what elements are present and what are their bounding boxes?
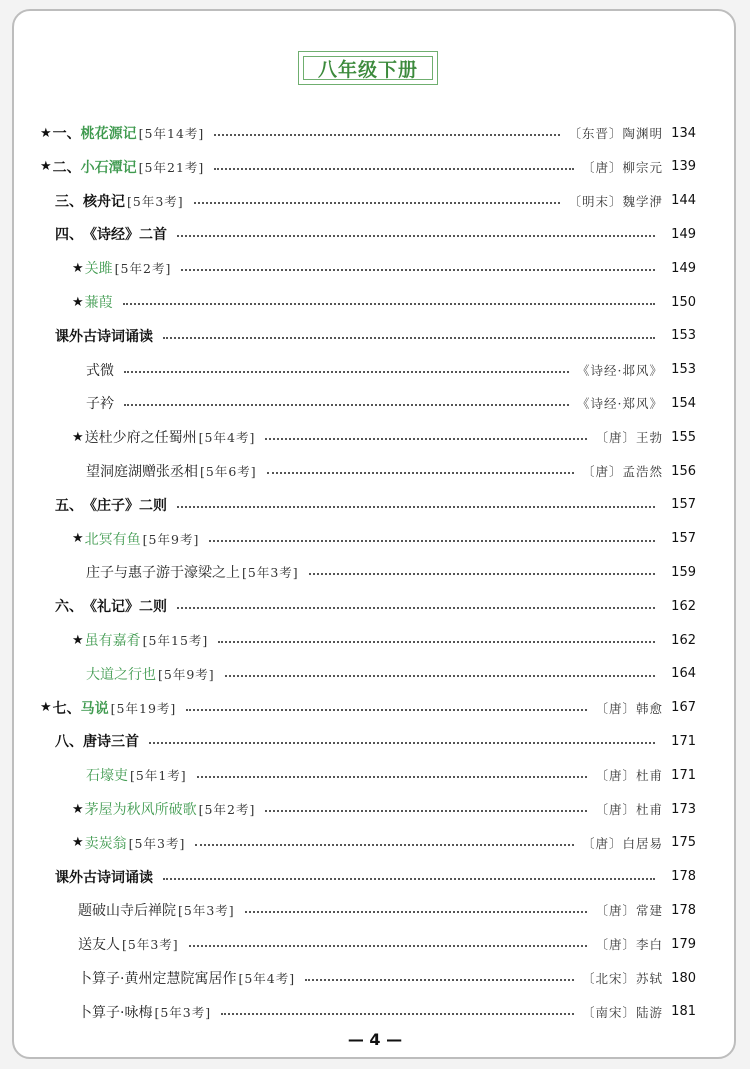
toc-entry[interactable] [0, 251, 750, 285]
toc-entry-title: 送杜少府之任蜀州 [84, 430, 197, 447]
toc-entry[interactable] [0, 724, 750, 758]
toc-entry-title: 望洞庭湖赠张丞相 [86, 464, 198, 480]
dot-leader [177, 235, 655, 237]
star-icon: ★ [40, 700, 52, 716]
dot-leader [163, 337, 655, 339]
toc-entry-author: 〔唐〕常建 [595, 903, 663, 919]
toc-entry[interactable] [0, 623, 750, 657]
toc-entry-heading [0, 900, 235, 920]
dot-leader [186, 709, 587, 711]
toc-entry-number: 五、 [55, 497, 83, 514]
toc-entry[interactable] [0, 420, 750, 454]
toc-entry-heading [0, 224, 167, 244]
toc-entry-page-number: 144 [671, 193, 696, 209]
toc-entry-page-number: 178 [671, 869, 696, 885]
dot-leader [225, 675, 655, 677]
toc-entry-heading [0, 191, 184, 211]
exam-frequency-label: [5年3考] [128, 835, 186, 851]
toc-entry-page-number: 157 [671, 497, 696, 513]
dot-leader [265, 438, 587, 440]
toc-entry-author: 〔唐〕孟浩然 [581, 464, 663, 479]
toc-entry[interactable] [0, 353, 750, 387]
dot-leader [189, 945, 588, 947]
star-icon: ★ [40, 125, 52, 141]
toc-entry-heading [0, 664, 215, 684]
toc-entry-title: 卜算子·黄州定慧院寓居作 [78, 971, 237, 987]
dot-leader [124, 371, 569, 373]
toc-entry[interactable] [0, 927, 750, 961]
toc-entry-heading [0, 867, 153, 887]
toc-entry-page-number: 134 [671, 125, 696, 141]
toc-entry-author: 〔东晋〕陶渊明 [568, 126, 663, 141]
toc-entry-page-number: 171 [671, 733, 696, 749]
exam-frequency-label: [5年14考] [138, 126, 205, 141]
exam-frequency-label: [5年21考] [138, 159, 205, 175]
toc-entry-heading [0, 833, 185, 853]
exam-frequency-label: [5年3考] [122, 937, 179, 953]
toc-entry[interactable] [0, 116, 750, 150]
toc-entry-title: 大道之行也 [86, 666, 156, 683]
toc-entry-heading [0, 326, 153, 346]
toc-entry-page-number: 155 [671, 429, 696, 445]
dot-leader [163, 878, 655, 880]
toc-entry-heading [0, 596, 167, 616]
exam-frequency-label: [5年15考] [142, 633, 209, 648]
toc-entry-author: 〔唐〕李白 [595, 937, 663, 953]
dot-leader [123, 303, 655, 305]
toc-entry-author: 〔唐〕王勃 [595, 430, 663, 446]
toc-entry-title: 关雎 [84, 261, 113, 278]
toc-entry-heading [0, 157, 204, 177]
toc-entry-page-number: 162 [671, 598, 696, 614]
dot-leader [309, 573, 655, 575]
toc-entry-page-number: 156 [671, 463, 696, 479]
toc-entry-author: 《诗经·郑风》 [577, 396, 663, 412]
section-title-box [298, 51, 438, 85]
exam-frequency-label: [5年9考] [158, 666, 215, 682]
toc-entry[interactable] [0, 758, 750, 792]
toc-entry-title: 核舟记 [83, 193, 125, 210]
dot-leader [149, 742, 655, 744]
toc-entry-number: 七、 [52, 700, 81, 717]
dot-leader [218, 641, 655, 643]
toc-entry-page-number: 149 [671, 226, 696, 242]
dot-leader [197, 776, 588, 778]
dot-leader [214, 168, 574, 170]
toc-entry[interactable] [0, 995, 750, 1029]
dot-leader [265, 810, 587, 812]
toc-entry-title: 马说 [80, 700, 109, 717]
toc-entry-heading [0, 765, 187, 785]
dot-leader [221, 1013, 574, 1015]
toc-entry-title: 课外古诗词诵读 [55, 869, 153, 886]
toc-entry-heading [0, 258, 171, 278]
toc-entry-author: 〔唐〕杜甫 [595, 802, 663, 817]
toc-entry-number: 一、 [52, 126, 81, 142]
exam-frequency-label: [5年4考] [198, 430, 256, 446]
toc-entry-page-number: 139 [671, 159, 696, 175]
toc-entry-title: 石壕吏 [86, 768, 128, 785]
toc-entry-heading [0, 731, 139, 751]
toc-entry-page-number: 153 [671, 362, 696, 378]
toc-entry[interactable] [0, 589, 750, 623]
exam-frequency-label: [5年1考] [130, 768, 187, 784]
toc-entry-number: 二、 [52, 159, 81, 176]
star-icon: ★ [72, 801, 84, 817]
toc-entry[interactable] [0, 522, 750, 556]
star-icon: ★ [72, 531, 84, 547]
toc-entry-author: 《诗经·邶风》 [577, 362, 663, 378]
toc-entry[interactable] [0, 657, 750, 691]
toc-entry-title: 课外古诗词诵读 [55, 328, 153, 345]
toc-entry-heading [0, 495, 167, 515]
toc-entry-page-number: 153 [671, 328, 696, 344]
toc-entry-title: 送友人 [78, 937, 120, 954]
toc-entry-heading [0, 393, 114, 413]
toc-entry-author: 〔唐〕柳宗元 [581, 159, 663, 175]
toc-entry-number: 三、 [55, 193, 83, 210]
page-number-footer: — 4 — [347, 1030, 403, 1049]
dot-leader [214, 134, 560, 136]
toc-entry-author: 〔唐〕杜甫 [595, 768, 663, 784]
toc-entry-number: 四、 [55, 227, 83, 244]
toc-entry-page-number: 159 [671, 564, 696, 580]
dot-leader [195, 844, 574, 846]
toc-entry-title: 小石潭记 [80, 159, 137, 176]
star-icon: ★ [72, 835, 84, 851]
toc-entry-heading [0, 292, 113, 312]
exam-frequency-label: [5年3考] [242, 565, 299, 581]
exam-frequency-label: [5年2考] [198, 802, 256, 817]
toc-entry[interactable] [0, 555, 750, 589]
exam-frequency-label: [5年9考] [142, 531, 200, 547]
toc-entry-heading [0, 562, 299, 582]
toc-entry-title: 庄子与惠子游于濠梁之上 [86, 565, 240, 582]
toc-entry-heading [0, 799, 255, 819]
toc-entry-page-number: 173 [671, 801, 696, 817]
toc-entry-heading [0, 529, 199, 549]
exam-frequency-label: [5年3考] [178, 903, 235, 919]
toc-entry-title: 卜算子·咏梅 [78, 1004, 153, 1021]
toc-entry-page-number: 162 [671, 632, 696, 648]
toc-entry-page-number: 150 [671, 294, 696, 310]
toc-entry[interactable] [0, 184, 750, 218]
toc-entry-heading [0, 123, 204, 143]
dot-leader [245, 911, 588, 913]
toc-entry-page-number: 175 [671, 835, 696, 851]
toc-entry-heading [0, 934, 179, 954]
toc-entry-title: 茅屋为秋风所破歌 [84, 802, 197, 818]
toc-entry-author: 〔唐〕白居易 [581, 835, 663, 851]
toc-entry[interactable] [0, 150, 750, 184]
toc-entry[interactable] [0, 792, 750, 826]
toc-entry-title: 《庄子》二则 [83, 497, 167, 514]
toc-entry-heading [0, 360, 114, 380]
dot-leader [124, 404, 569, 406]
toc-entry-page-number: 157 [671, 531, 696, 547]
toc-entry-number: 八、 [55, 734, 83, 751]
toc-entry[interactable] [0, 454, 750, 488]
toc-entry-author: 〔唐〕韩愈 [595, 700, 663, 716]
star-icon: ★ [72, 429, 84, 445]
toc-entry-title: 唐诗三首 [83, 734, 139, 751]
toc-entry-heading [0, 461, 257, 481]
toc-entry[interactable] [0, 826, 750, 860]
toc-entry-heading [0, 968, 295, 988]
toc-entry[interactable] [0, 893, 750, 927]
toc-entry-page-number: 149 [671, 260, 696, 276]
dot-leader [209, 540, 655, 542]
toc-entry[interactable] [0, 691, 750, 725]
exam-frequency-label: [5年4考] [238, 971, 296, 986]
dot-leader [177, 607, 655, 609]
toc-entry-page-number: 164 [671, 666, 696, 682]
toc-entry-page-number: 180 [671, 970, 696, 986]
toc-entry[interactable] [0, 488, 750, 522]
toc-entry-page-number: 178 [671, 902, 696, 918]
toc-entry-title: 《诗经》二首 [83, 227, 167, 244]
toc-entry[interactable] [0, 961, 750, 995]
dot-leader [177, 506, 655, 508]
toc-entry-author: 〔南宋〕陆游 [581, 1004, 663, 1020]
star-icon: ★ [72, 260, 84, 276]
toc-entry-author: 〔明末〕魏学洢 [568, 193, 663, 209]
toc-entry-title: 卖炭翁 [84, 835, 127, 852]
star-icon: ★ [72, 294, 84, 310]
exam-frequency-label: [5年6考] [200, 464, 257, 479]
toc-entry-number: 六、 [55, 599, 83, 616]
toc-entry-title: 题破山寺后禅院 [78, 903, 176, 920]
toc-entry-heading [0, 698, 176, 718]
exam-frequency-label: [5年3考] [154, 1004, 212, 1020]
exam-frequency-label: [5年3考] [127, 193, 184, 209]
toc-entry[interactable] [0, 860, 750, 894]
toc-entry-page-number: 167 [671, 700, 696, 716]
star-icon: ★ [72, 632, 84, 648]
dot-leader [305, 979, 574, 981]
toc-entry-page-number: 181 [671, 1004, 696, 1020]
toc-entry-title: 蒹葭 [84, 295, 113, 311]
toc-entry-title: 桃花源记 [80, 126, 137, 142]
toc-entry-page-number: 171 [671, 767, 696, 783]
toc-entry-title: 式微 [86, 362, 114, 379]
toc-entry[interactable] [0, 386, 750, 420]
star-icon: ★ [40, 159, 52, 175]
toc-entry-title: 北冥有鱼 [84, 531, 141, 548]
toc-entry[interactable] [0, 217, 750, 251]
toc-entry-page-number: 179 [671, 936, 696, 952]
exam-frequency-label: [5年19考] [110, 700, 177, 716]
toc-entry-author: 〔北宋〕苏轼 [581, 971, 663, 986]
toc-entry-heading [0, 1002, 211, 1022]
toc-entry-heading [0, 427, 255, 447]
toc-entry-heading [0, 630, 208, 650]
toc-entry-title: 《礼记》二则 [83, 599, 167, 616]
toc-entry-page-number: 154 [671, 395, 696, 411]
section-title: 八年级下册 [317, 58, 418, 81]
toc-entry-title: 子衿 [86, 396, 114, 413]
exam-frequency-label: [5年2考] [114, 261, 172, 277]
dot-leader [181, 269, 655, 271]
dot-leader [267, 472, 574, 474]
toc-entry-title: 虽有嘉肴 [84, 633, 141, 649]
dot-leader [194, 202, 561, 204]
toc-entry[interactable] [0, 285, 750, 319]
toc-entry[interactable] [0, 319, 750, 353]
